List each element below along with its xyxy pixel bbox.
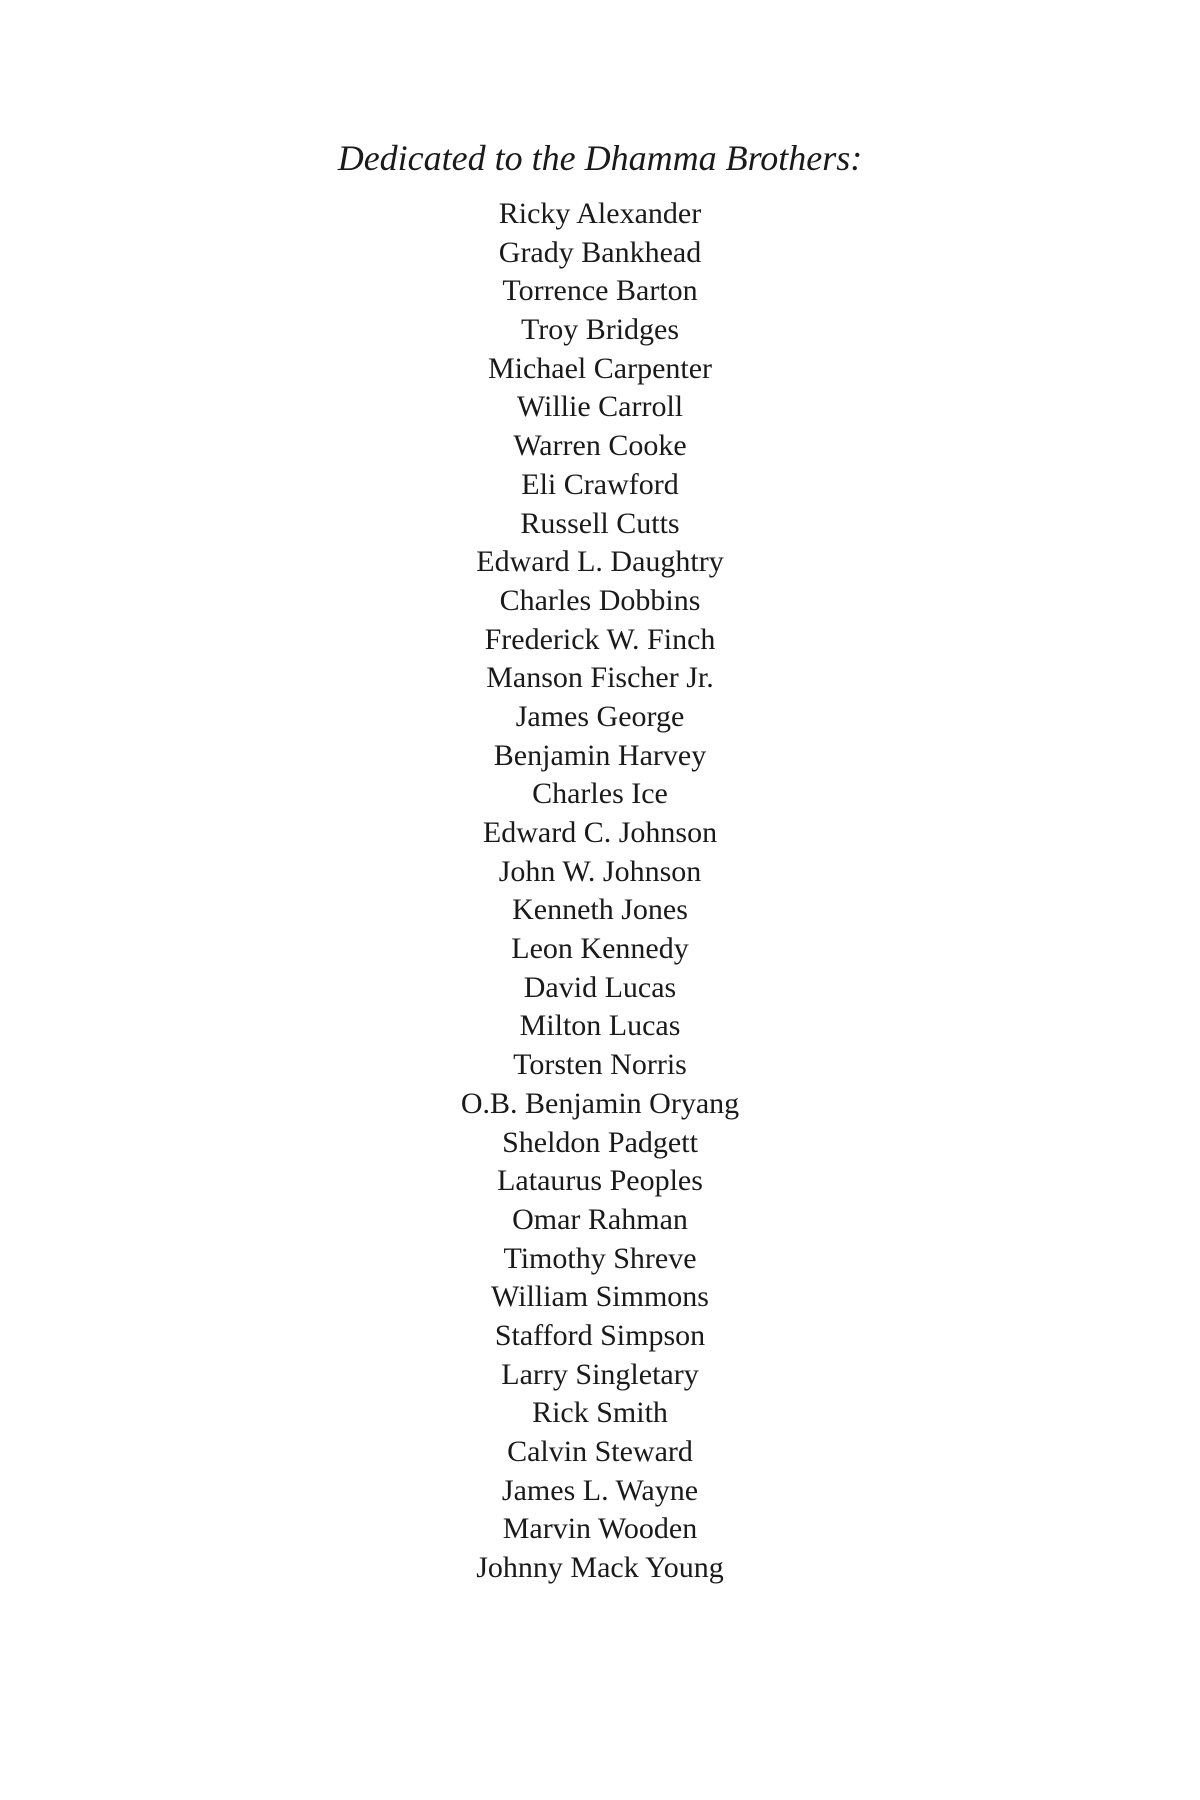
dedicatee-name: Russell Cutts <box>520 506 680 540</box>
dedicatee-name: Charles Dobbins <box>499 583 701 617</box>
dedicatee-name: Leon Kennedy <box>511 932 689 966</box>
dedicatee-name: Lataurus Peoples <box>497 1164 703 1198</box>
dedicatee-name: Edward L. Daughtry <box>476 545 724 579</box>
dedicatee-name: Willie Carroll <box>516 390 684 424</box>
dedicatee-name: Sheldon Padgett <box>502 1125 698 1159</box>
dedicatee-name: John W. Johnson <box>498 854 702 888</box>
dedicatee-name: Frederick W. Finch <box>484 622 716 656</box>
dedicatee-name: Larry Singletary <box>501 1357 699 1391</box>
dedicatee-name: Marvin Wooden <box>502 1512 698 1546</box>
dedicatee-name: Charles Ice <box>532 777 668 811</box>
dedicatee-name: Benjamin Harvey <box>493 738 707 772</box>
dedicatee-name: Troy Bridges <box>520 313 680 347</box>
dedicatee-name: Kenneth Jones <box>512 893 688 927</box>
dedicatee-name: Timothy Shreve <box>503 1241 697 1275</box>
dedicatee-name: William Simmons <box>491 1280 709 1314</box>
dedicatee-name: Warren Cooke <box>513 429 687 463</box>
dedicatee-name: Johnny Mack Young <box>476 1551 724 1585</box>
dedicatee-name: Grady Bankhead <box>498 235 702 269</box>
dedicatee-name: O.B. Benjamin Oryang <box>460 1086 740 1120</box>
dedicatee-name: Omar Rahman <box>512 1202 688 1236</box>
dedicatee-name: Michael Carpenter <box>487 351 713 385</box>
dedicatee-name: Eli Crawford <box>521 467 679 501</box>
dedicatee-name: Torrence Barton <box>502 274 698 308</box>
names-list <box>0 195 1200 1588</box>
dedicatee-name: Torsten Norris <box>513 1048 687 1082</box>
dedicatee-name: James George <box>515 699 685 733</box>
dedicatee-name: James L. Wayne <box>501 1473 699 1507</box>
dedicatee-name: Ricky Alexander <box>498 197 702 230</box>
dedication-heading: Dedicated to the Dhamma Brothers: <box>337 138 863 178</box>
dedicatee-name: Rick Smith <box>532 1396 668 1430</box>
dedicatee-name: Edward C. Johnson <box>482 816 718 849</box>
dedicatee-name: Milton Lucas <box>519 1009 681 1043</box>
dedicatee-name: Manson Fischer Jr. <box>486 661 714 695</box>
dedicatee-name: Calvin Steward <box>507 1435 693 1468</box>
dedicatee-name: David Lucas <box>523 970 677 1004</box>
dedicatee-name: Stafford Simpson <box>494 1318 706 1352</box>
